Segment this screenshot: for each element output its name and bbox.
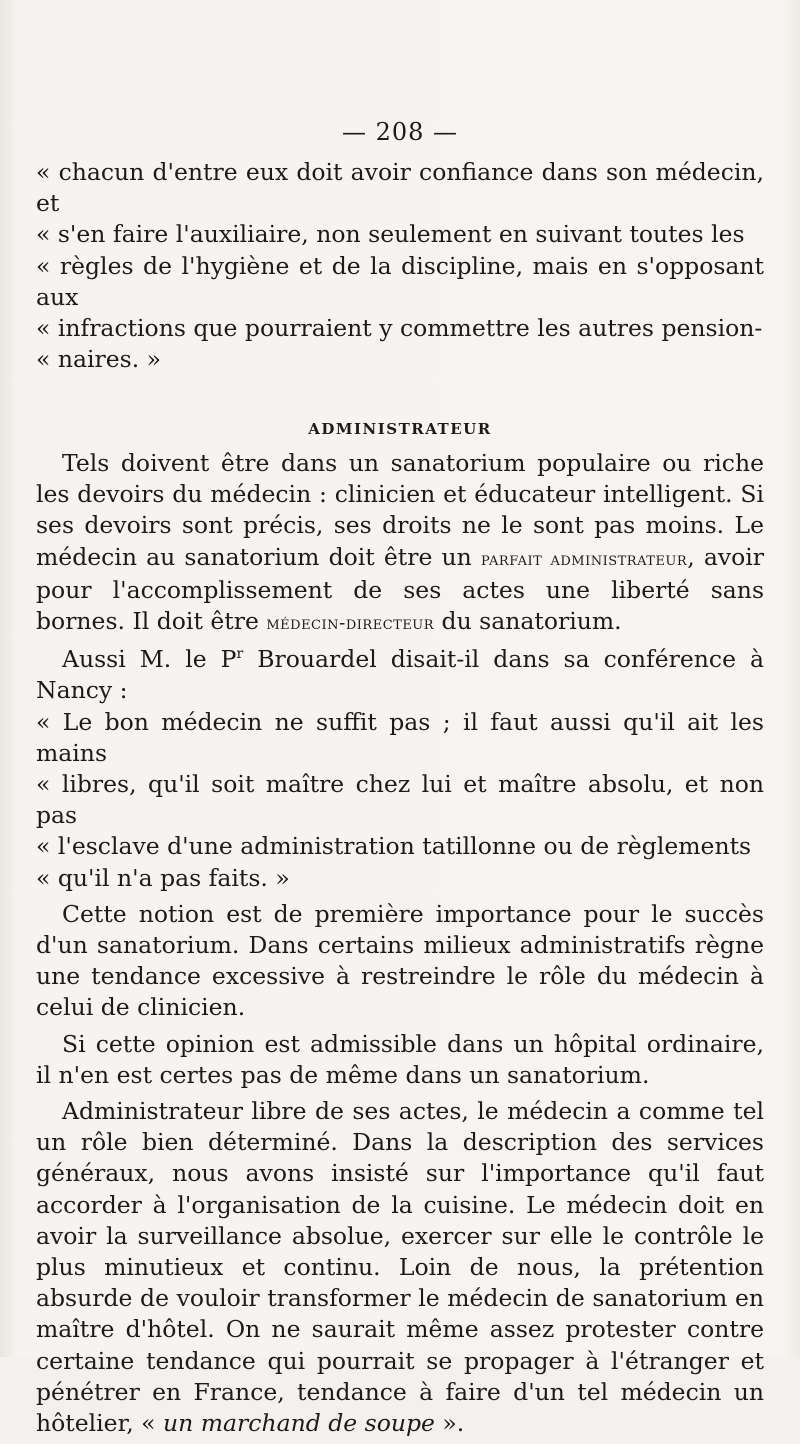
paragraph-text: Brouardel disait-il dans sa conférence à Nancy :: [36, 645, 764, 705]
paragraph: Si cette opinion est admissible dans un hôpital ordinaire, il n'en est certes pas de même dans un sanatorium.: [36, 1029, 764, 1089]
paragraph-text: Aussi M. le P: [62, 645, 237, 674]
quote-line: « chacun d'entre eux doit avoir confiance dans son médecin, et: [36, 158, 764, 218]
quote-line: « libres, qu'il soit maître chez lui et maître absolu, et non pas: [36, 770, 764, 830]
paragraph: [36, 448, 764, 639]
quote-line: « Le bon médecin ne suffit pas ; il faut aussi qu'il ait les mains: [36, 707, 764, 767]
paragraph-text: Tels doivent être dans un sanatorium populaire ou riche les devoirs du médecin : clinicien et éducateur intelligent. Si ses devoirs sont précis, ses droits ne le sont pas moins. Le médecin au sanatorium doit être un: [36, 449, 764, 571]
opening-quote: [36, 157, 764, 375]
paragraph-text: du sanatorium.: [434, 607, 622, 636]
superscript: r: [236, 646, 244, 663]
paragraph: [36, 644, 764, 894]
quote-line: « règles de l'hygiène et de la discipline, mais en s'opposant aux: [36, 251, 764, 311]
small-caps-text: médecin-directeur: [266, 613, 435, 635]
quote-line: « l'esclave d'une administration tatillonne ou de règlements: [36, 832, 752, 861]
italic-text: un marchand de soupe: [163, 1409, 435, 1438]
section-heading: ADMINISTRATEUR: [308, 420, 492, 438]
small-caps-text: parfait administrateur: [480, 548, 688, 570]
paragraph: Cette notion est de première importance pour le succès d'un sanatorium. Dans certains milieux administratifs règne une tendance excessive à restreindre le rôle du médecin à celui de clinicien.: [36, 899, 764, 1022]
paragraph-text: ».: [434, 1409, 465, 1438]
quote-line: « infractions que pourraient y commettre les autres pension-: [36, 314, 763, 343]
quote-line: « s'en faire l'auxiliaire, non seulement en suivant toutes les: [36, 220, 745, 249]
paragraph: [36, 1096, 764, 1439]
quote-line: « naires. »: [36, 345, 162, 374]
paragraph-text: , avoir pour l'accomplissement de ses actes une liberté sans bornes. Il doit être: [36, 542, 765, 636]
body-text: [36, 448, 764, 1444]
page-number: — 208 —: [341, 118, 459, 146]
quote-line: « qu'il n'a pas faits. »: [36, 863, 290, 892]
paragraph-text: Administrateur libre de ses actes, le médecin a comme tel un rôle bien déterminé. Dans la description des services généraux, nous avons insisté sur l'importance qu'il faut accorder à l'organisation de la cuisine. Le médecin doit en avoir la surveillance absolue, exercer sur elle le contrôle le plus minutieux et continu. Loin de nous, la prétention absurde de vouloir transformer le médecin de sanatorium en maître d'hôtel. On ne saurait même assez protester contre certaine tendance qui pourrait se propager à l'étranger et pénétrer en France, tendance à faire d'un tel médecin un hôtelier, «: [36, 1097, 764, 1438]
